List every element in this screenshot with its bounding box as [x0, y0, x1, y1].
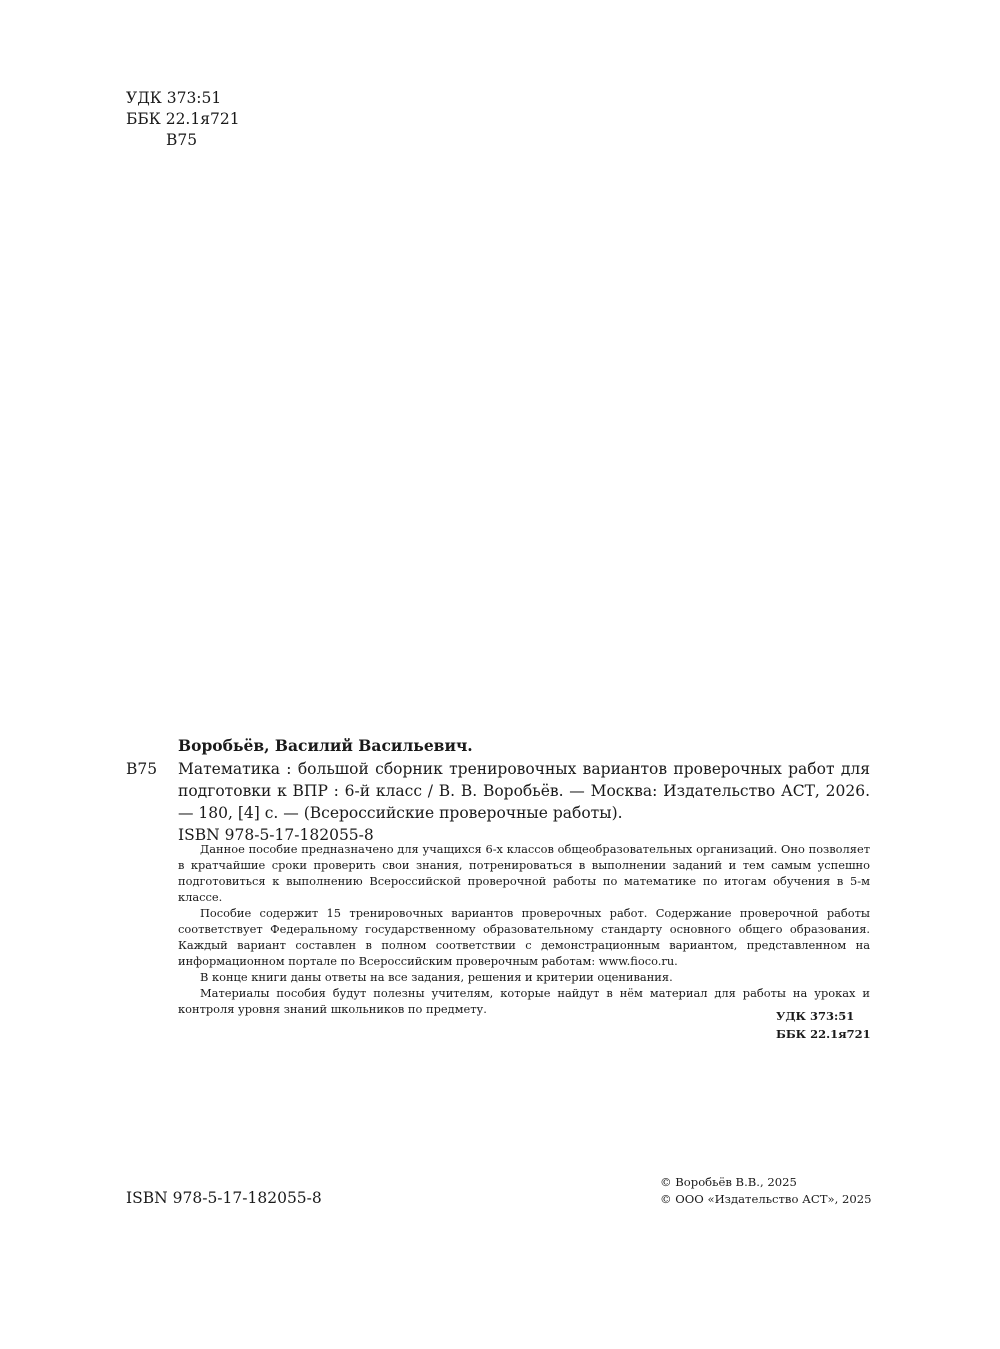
- author-heading: Воробьёв, Василий Васильевич.: [178, 736, 473, 755]
- bottom-classification-codes: [776, 1007, 871, 1043]
- annotation: [178, 841, 870, 1017]
- author-mark: В75: [166, 131, 198, 149]
- top-classification-codes: [126, 88, 240, 151]
- bottom-bbk-code: ББК 22.1я721: [776, 1027, 871, 1041]
- footer-isbn: ISBN 978-5-17-182055-8: [126, 1189, 322, 1207]
- annotation-paragraph: Материалы пособия будут полезны учителям, которые найдут в нём материал для работы на уроках и контроля уровня знаний школьников по предмету.: [178, 986, 870, 1016]
- annotation-paragraph: В конце книги даны ответы на все задания, решения и критерии оценивания.: [200, 970, 673, 984]
- udk-code: УДК 373:51: [126, 89, 222, 107]
- annotation-paragraph: Данное пособие предназначено для учащихся 6-х классов общеобразовательных организаций. Оно позволяет в кратчайшие сроки проверить свои знания, потренироваться в выполнении заданий и тем самым успешно подготовиться к выполнению Всероссийской проверочной работы по математике по итогам обучения в 5-м классе.: [178, 842, 870, 904]
- copyright-block: [660, 1174, 871, 1208]
- record-author-mark: В75: [126, 760, 158, 778]
- record-isbn: ISBN 978-5-17-182055-8: [178, 826, 374, 844]
- bbk-code: ББК 22.1я721: [126, 110, 240, 128]
- copyright-author: © Воробьёв В.В., 2025: [660, 1175, 797, 1189]
- copyright-publisher: © ООО «Издательство АСТ», 2025: [660, 1192, 872, 1206]
- bibliographic-description: Математика : большой сборник тренировочных вариантов проверочных работ для подготовки к ВПР : 6-й класс / В. В. Воробьёв. — Москва: Издательство АСТ, 2026. — 180, [4] с. — (Всероссийские проверочные работы).: [178, 760, 870, 822]
- annotation-paragraph: Пособие содержит 15 тренировочных вариантов проверочных работ. Содержание проверочной работы соответствует Федеральному государственному образовательному стандарту основного общего образования. Каждый вариант составлен в полном соответствии с демонстрационным вариантом, представленном на информационном портале по Всероссийским проверочным работам: www.fioco.ru.: [178, 906, 870, 968]
- bottom-udk-code: УДК 373:51: [776, 1009, 855, 1023]
